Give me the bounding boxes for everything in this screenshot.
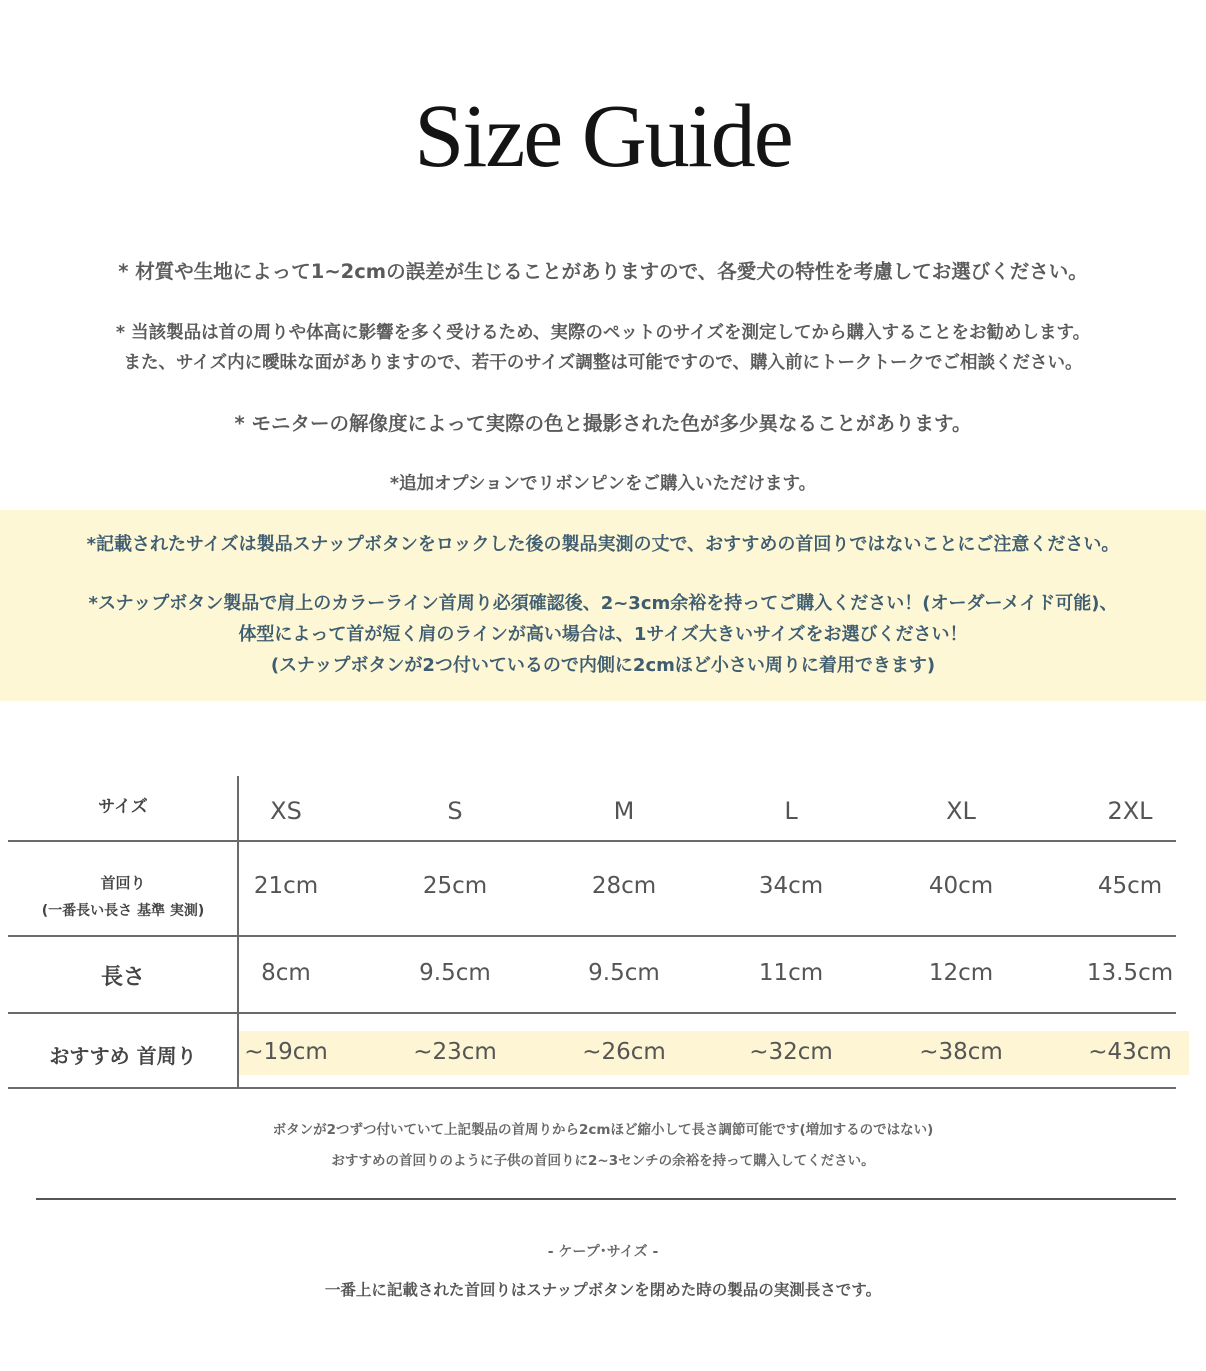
- neck-value: 45cm: [1097, 873, 1163, 899]
- recommended-neck-label: おすすめ 首周り: [49, 1044, 197, 1068]
- length-value: 13.5cm: [1086, 960, 1174, 986]
- neck-value: 21cm: [253, 873, 319, 899]
- recommended-value: ~32cm: [749, 1039, 833, 1065]
- footnote-button: ボタンが2つずつ付いていて上記製品の首周りから2cmほど縮小して長さ調節可能です(増加するのではない): [272, 1122, 934, 1138]
- neck-value: 25cm: [422, 873, 488, 899]
- length-value: 12cm: [928, 960, 994, 986]
- length-value: 11cm: [758, 960, 824, 986]
- highlight-line-3: 体型によって首が短く肩のラインが高い場合は、1サイズ大きいサイズをお選びください！: [238, 624, 968, 645]
- neck-value: 34cm: [758, 873, 824, 899]
- table-divider: [8, 935, 1176, 937]
- neck-sublabel: (一番長い長さ 基準 実測): [41, 903, 205, 919]
- recommended-value: ~38cm: [919, 1039, 1003, 1065]
- note-measure-line1: * 当該製品は首の周りや体高に影響を多く受けるため、実際のペットのサイズを測定してから購入することをお勧めします。: [115, 323, 1091, 343]
- note-option: *追加オプションでリボンピンをご購入いただけます。: [389, 474, 817, 494]
- footnote-block: [0, 1115, 1206, 1177]
- table-divider: [8, 1087, 1176, 1089]
- section-divider: [36, 1198, 1176, 1200]
- page-title: Size Guide: [414, 87, 792, 186]
- neck-label: 首回り: [100, 874, 146, 892]
- highlight-block: [0, 588, 1206, 681]
- cape-size-title: - ケープ･サイズ -: [547, 1244, 659, 1260]
- highlight-line-1: *記載されたサイズは製品スナップボタンをロックした後の製品実測の丈で、おすすめの首回りではないことにご注意ください。: [86, 534, 1120, 555]
- note-monitor: * モニターの解像度によって実際の色と撮影された色が多少異なることがあります。: [234, 412, 972, 435]
- recommended-value: ~23cm: [413, 1039, 497, 1065]
- length-value: 8cm: [261, 960, 311, 986]
- table-divider: [8, 1012, 1176, 1014]
- size-header: L: [784, 797, 798, 825]
- table-divider: [8, 840, 1176, 842]
- neck-value: 40cm: [928, 873, 994, 899]
- length-value: 9.5cm: [588, 960, 660, 986]
- recommended-value: ~19cm: [244, 1039, 328, 1065]
- cape-size-note: 一番上に記載された首回りはスナップボタンを閉めた時の製品の実測長さです。: [324, 1281, 882, 1299]
- length-label: 長さ: [100, 965, 145, 990]
- size-header-label: サイズ: [98, 797, 148, 817]
- recommended-value: ~26cm: [582, 1039, 666, 1065]
- size-header: M: [613, 797, 635, 825]
- size-header: XS: [270, 797, 302, 825]
- highlight-line-2: *スナップボタン製品で肩上のカラーライン首周り必須確認後、2~3cm余裕を持ってご購入ください！(オーダーメイド可能)、: [88, 593, 1118, 614]
- recommended-value: ~43cm: [1088, 1039, 1172, 1065]
- footnote-margin: おすすめの首回りのように子供の首回りに2~3センチの余裕を持って購入してください。: [331, 1153, 875, 1169]
- size-header: XL: [946, 797, 976, 825]
- length-value: 9.5cm: [419, 960, 491, 986]
- size-header: 2XL: [1107, 797, 1153, 825]
- note-measure-line2: また、サイズ内に曖昧な面がありますので、若干のサイズ調整は可能ですので、購入前にトークトークでご相談ください。: [123, 353, 1083, 373]
- highlight-line-4: (スナップボタンが2つ付いているので内側に2cmほど小さい周りに着用できます): [270, 655, 936, 676]
- neck-value: 28cm: [591, 873, 657, 899]
- size-header: S: [447, 797, 463, 825]
- note-tolerance: * 材質や生地によって1~2cmの誤差が生じることがありますので、各愛犬の特性を考慮してお選びください。: [118, 260, 1088, 283]
- note-measure: [0, 318, 1206, 378]
